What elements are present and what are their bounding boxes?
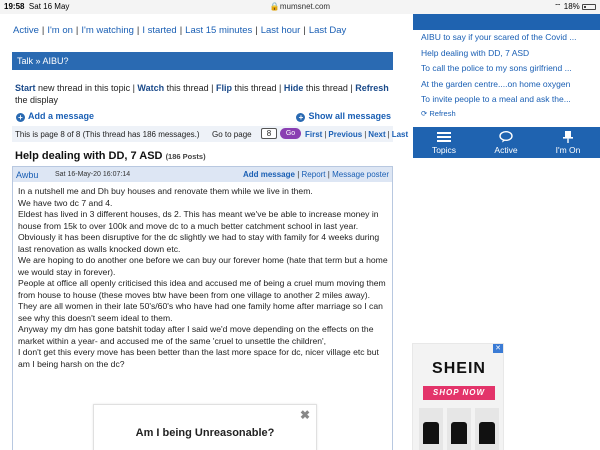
wifi-icon: ⌔ <box>553 2 562 11</box>
tab-topics[interactable]: Topics <box>413 127 475 158</box>
goto-page-label: Go to page <box>212 130 252 139</box>
active-threads-list <box>413 30 600 108</box>
thread-title: Help dealing with DD, 7 ASD (186 Posts) <box>15 150 206 162</box>
aibu-poll-popup <box>93 404 317 450</box>
nav-link-im-watching[interactable]: I'm watching <box>81 25 134 36</box>
breadcrumb[interactable]: Talk » AIBU? <box>12 52 393 70</box>
page-number-input[interactable]: 8 <box>261 128 277 139</box>
nav-link-last-hour[interactable]: Last hour <box>260 25 301 36</box>
refresh-display-link[interactable]: Refresh <box>355 83 389 93</box>
post-paragraph: I don't get this every move has been better than the last more space for dc, nicer village etc but am I being harsh on the dc? <box>18 347 379 369</box>
post-body <box>13 182 392 370</box>
message-actions-bar <box>12 109 393 123</box>
tab-active[interactable]: Active <box>475 127 537 158</box>
battery-percent: 18% <box>563 2 580 11</box>
lock-icon: 🔒 <box>269 2 280 11</box>
nav-link-im-on[interactable]: I'm on <box>47 25 73 36</box>
ad-product-image <box>447 408 471 450</box>
nav-link-last-day[interactable]: Last Day <box>308 25 347 36</box>
pager-info: This is page 8 of 8 (This thread has 186 messages.) <box>15 130 200 139</box>
flip-thread-link[interactable]: Flip <box>215 83 232 93</box>
status-bar <box>0 0 600 14</box>
ad-product-image <box>475 408 499 450</box>
add-message-button[interactable]: + Add a message <box>16 111 94 122</box>
post-date: Sat 16-May-20 16:07:14 <box>55 171 131 178</box>
thread-filter-nav: Active | I'm on | I'm watching | I started | Last 15 minutes | Last hour | Last Day <box>13 25 347 36</box>
post-paragraph: We are hoping to do another one before we can buy our forever home (hate that term but a home we would stay in forever). <box>18 255 388 277</box>
right-panel-header <box>413 14 600 30</box>
poll-question: Am I being Unreasonable? <box>135 427 275 439</box>
tab-im-on[interactable]: I'm On <box>537 127 599 158</box>
plus-icon: + <box>296 113 305 122</box>
pin-icon <box>561 131 575 143</box>
ad-product-image <box>419 408 443 450</box>
next-page-link[interactable]: Next <box>368 130 386 139</box>
active-thread-item[interactable]: At the garden centre....on home oxygen <box>421 78 571 89</box>
add-message-link[interactable]: Add message <box>242 170 295 179</box>
shein-advertisement[interactable] <box>412 343 504 450</box>
post <box>12 166 393 450</box>
post-paragraph: We have two dc 7 and 4. <box>18 197 113 208</box>
status-time: 19:58 Sat 16 May <box>4 2 70 11</box>
go-button[interactable]: Go <box>280 128 301 139</box>
post-paragraph: Anyway my dm has gone batshit today after I said we'd move depending on the effects on the market within a year- and accused me of the same 'cruel to unsettle the children', <box>18 324 374 346</box>
active-thread-item[interactable]: Help dealing with DD, 7 ASD <box>421 47 530 58</box>
post-paragraph: In a nutshell me and Dh buy houses and renovate them while we live in them. <box>18 186 313 196</box>
close-icon[interactable]: ✖ <box>299 408 310 422</box>
post-author[interactable]: Awbu <box>16 170 39 180</box>
first-page-link[interactable]: First <box>305 130 323 139</box>
thread-options: Start new thread in this topic | Watch this thread | Flip this thread | Hide this thread | Refresh the display <box>15 83 389 105</box>
hide-thread-link[interactable]: Hide <box>283 83 304 93</box>
nav-link-active[interactable]: Active <box>13 25 39 36</box>
refresh-icon: ⟳ <box>421 108 428 118</box>
battery-icon <box>582 4 596 10</box>
message-poster-link[interactable]: Message poster <box>332 170 389 179</box>
address-bar-url[interactable]: 🔒mumsnet.com <box>269 2 331 11</box>
plus-icon: + <box>16 113 25 122</box>
post-count: (186 Posts) <box>165 152 206 161</box>
right-panel <box>413 14 600 155</box>
shop-now-button[interactable]: SHOP NOW <box>423 386 495 400</box>
post-header <box>13 167 392 182</box>
last-page-link[interactable]: Last <box>391 130 409 139</box>
nav-link-last-15-minutes[interactable]: Last 15 minutes <box>185 25 253 36</box>
pager <box>12 126 409 142</box>
post-paragraph: People at office all openly criticised this idea and accused me of being a cruel mum moving them from house to house (these moves btw have been from one village to another 2 miles away). They are all women in their late 50's/60's who have had one family home after marriage so I can see why this doesn't seem ideal to them. <box>18 278 386 323</box>
list-icon <box>437 131 451 143</box>
start-thread-link[interactable]: Start <box>15 83 36 93</box>
watch-thread-link[interactable]: Watch <box>137 83 165 93</box>
ad-brand-logo: SHEIN <box>432 360 486 377</box>
ad-choices-icon[interactable]: ✕ <box>493 344 503 353</box>
pager-links: First | Previous | Next | Last <box>305 130 409 139</box>
post-paragraph: Eldest has lived in 3 different houses, ds 2. This has meant we've be able to increase money in house from 15k to over 100k and move dc to a much better catchment school in last year. <box>18 209 379 231</box>
refresh-link[interactable]: ⟳ Refresh <box>421 108 456 118</box>
active-thread-item[interactable]: To invite people to a meal and ask the... <box>421 94 571 104</box>
active-thread-item[interactable]: To call the police to my sons girlfriend ... <box>421 63 572 73</box>
show-all-messages-button[interactable]: + Show all messages <box>296 111 391 122</box>
report-link[interactable]: Report <box>301 170 326 179</box>
status-right <box>554 2 596 12</box>
nav-link-i-started[interactable]: I started <box>142 25 177 36</box>
active-thread-item[interactable]: AIBU to say if your scared of the Covid ... <box>421 32 577 42</box>
previous-page-link[interactable]: Previous <box>328 130 363 139</box>
post-actions: Add message | Report | Message poster <box>242 170 389 179</box>
speech-bubble-icon <box>499 131 513 143</box>
right-panel-tabs <box>413 127 600 158</box>
post-paragraph: Obviously it has been disruptive for the dc slightly we had to stay with family for 4 weeks during last renovation as walls knocked down etc. <box>18 232 380 254</box>
